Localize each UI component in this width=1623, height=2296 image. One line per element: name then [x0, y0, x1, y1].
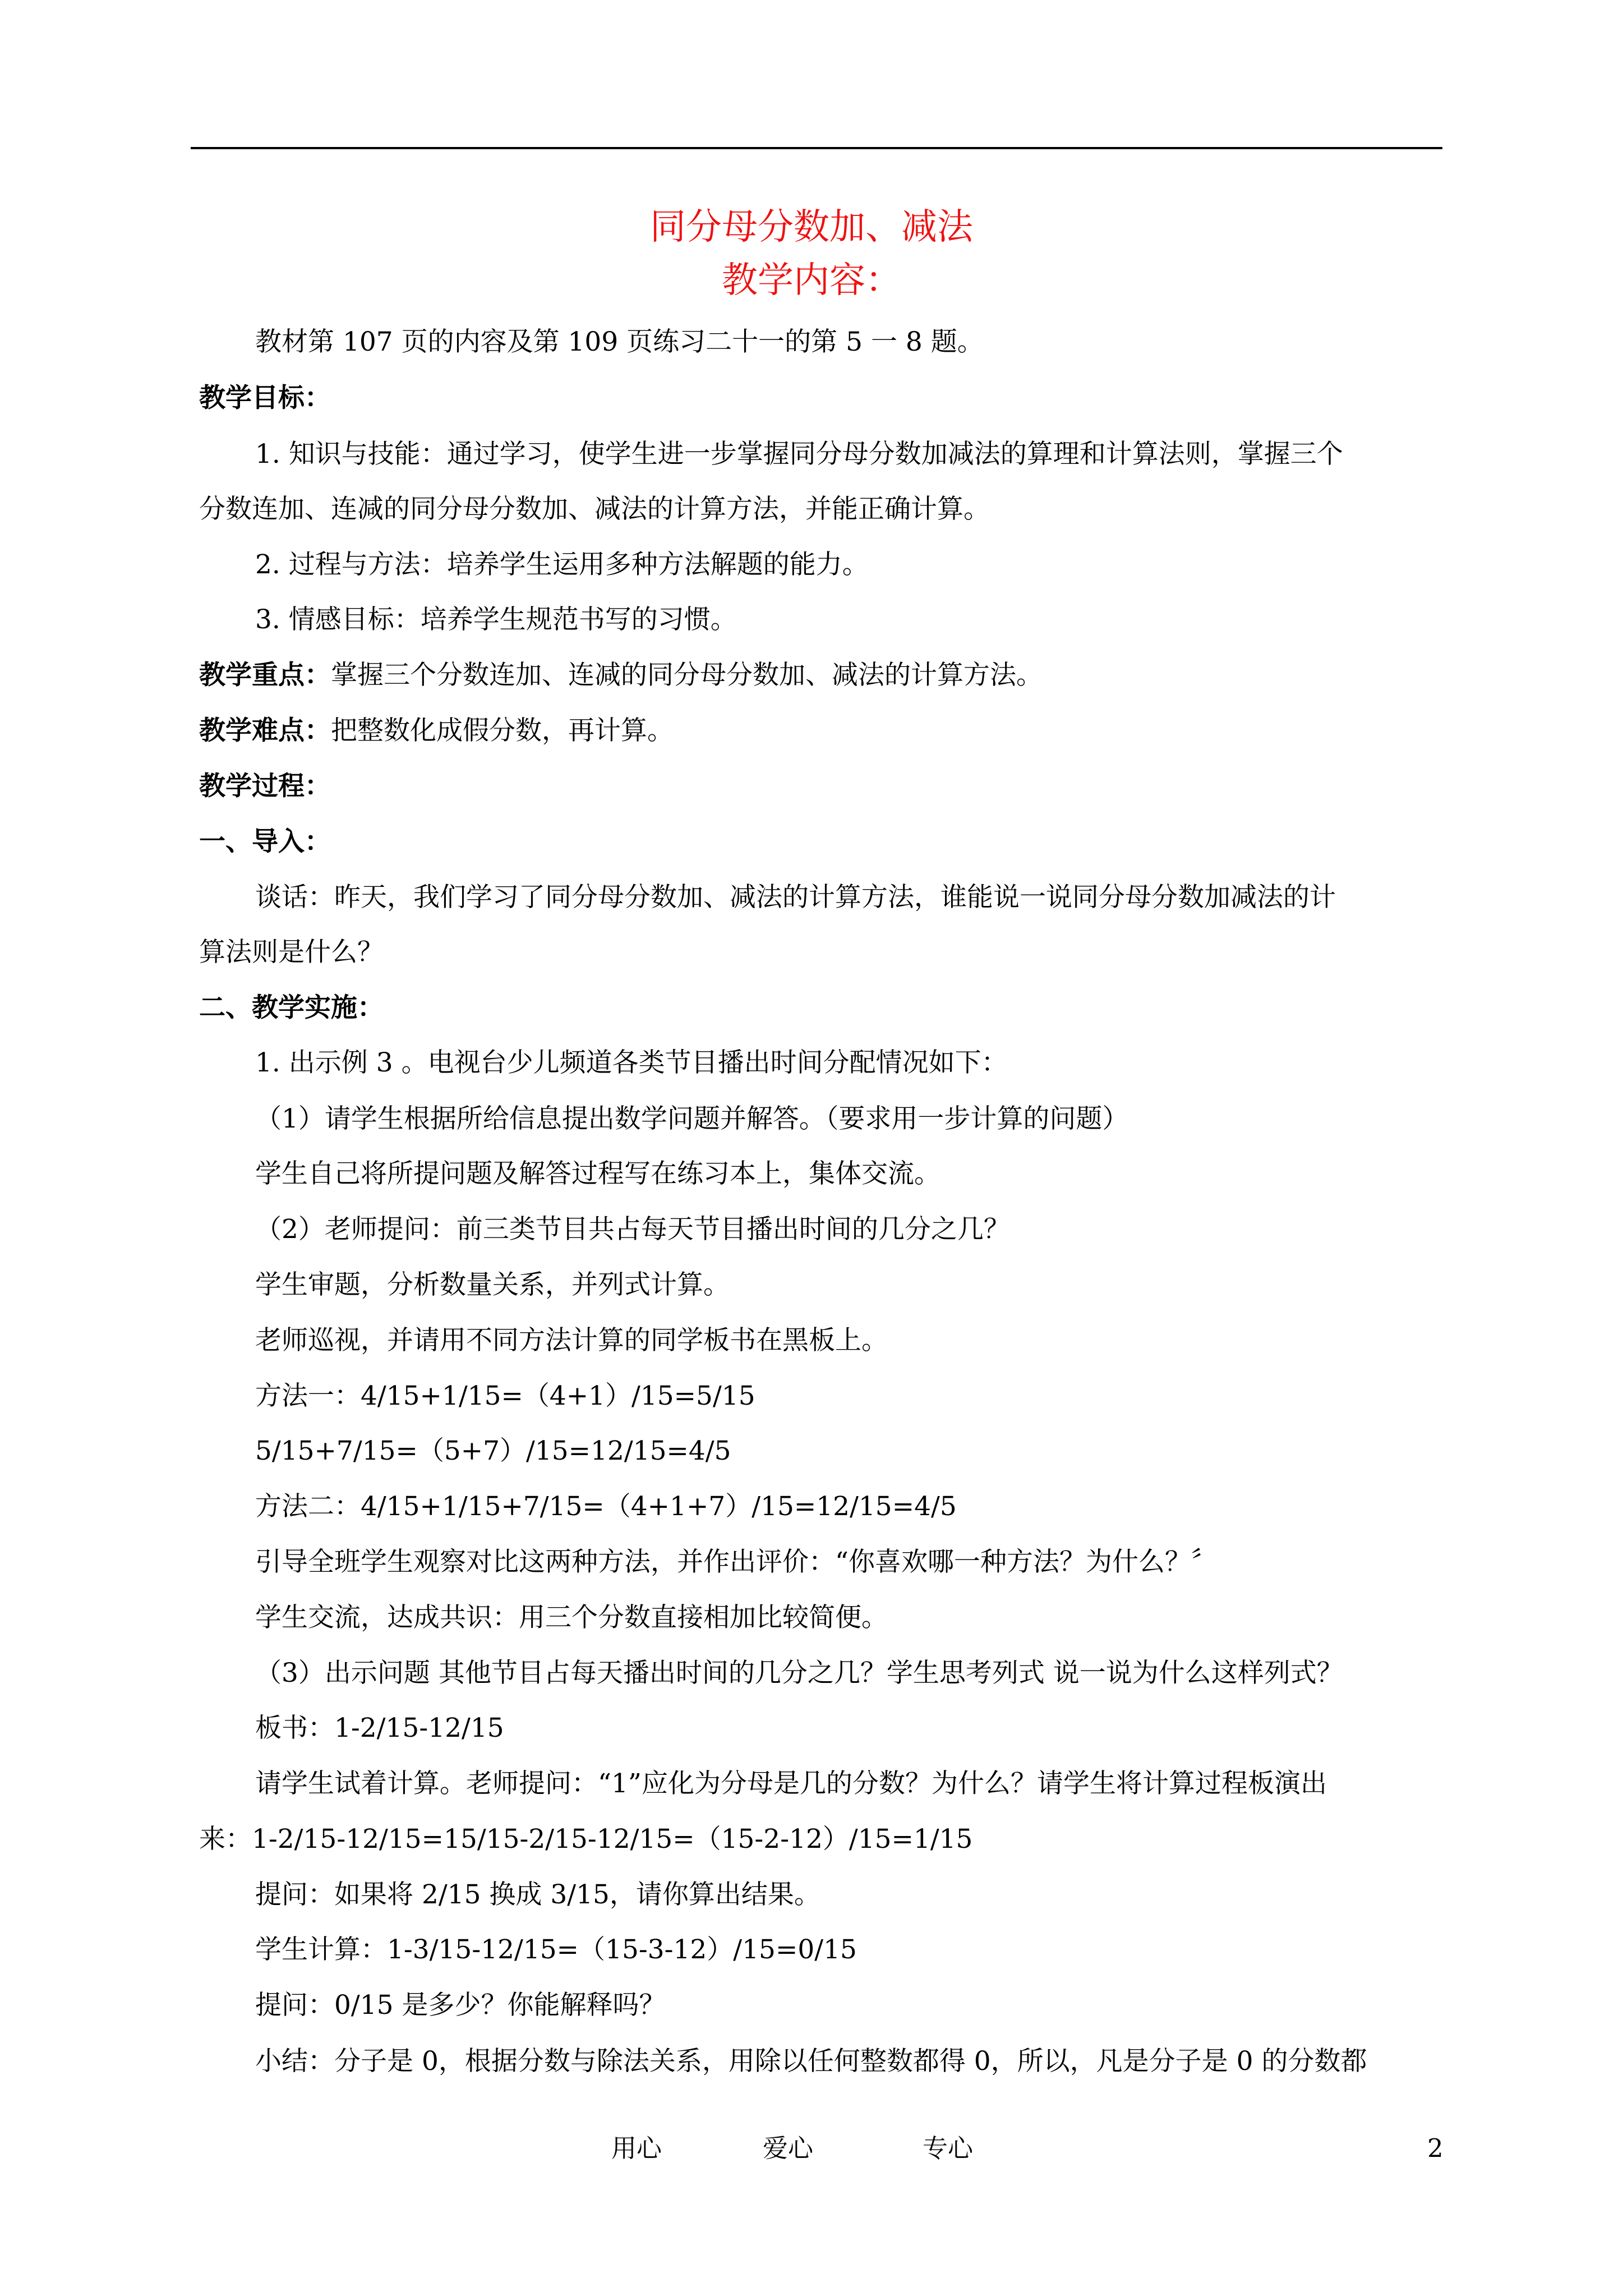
section-heading: 一、导入： — [199, 826, 331, 857]
text-line: 引导全班学生观察对比这两种方法，并作出评价：“你喜欢哪一种方法？为什么？〞 — [255, 1547, 1218, 1577]
section-heading: 教学目标： — [199, 383, 331, 413]
text-line: 小结：分子是 0，根据分数与除法关系，用除以任何整数都得 0，所以，凡是分子是 0 的分数都 — [255, 2046, 1367, 2077]
text-line: （2）老师提问：前三类节目共占每天节目播出时间的几分之几？ — [255, 1214, 1010, 1245]
footer-text: 专心 — [923, 2133, 974, 2163]
difficult-points-text: 把整数化成假分数，再计算。 — [331, 715, 674, 746]
page-number: 2 — [1427, 2133, 1444, 2163]
header-rule — [191, 147, 1442, 149]
text-line: 2. 过程与方法：培养学生运用多种方法解题的能力。 — [255, 549, 869, 580]
text-line: 教材第 107 页的内容及第 109 页练习二十一的第 5 一 8 题。 — [255, 326, 984, 357]
text-line: 1. 知识与技能：通过学习，使学生进一步掌握同分母分数加减法的算理和计算法则，掌握三个 — [255, 439, 1343, 470]
text-line: 谈话：昨天，我们学习了同分母分数加、减法的计算方法，谁能说一说同分母分数加减法的计 — [255, 882, 1336, 913]
text-line: 算法则是什么？ — [199, 937, 384, 968]
text-line: （1）请学生根据所给信息提出数学问题并解答。（要求用一步计算的问题） — [255, 1103, 1129, 1134]
text-line: 学生审题，分析数量关系，并列式计算。 — [255, 1269, 730, 1300]
key-points-label: 教学重点： — [199, 660, 331, 691]
text-line: 老师巡视，并请用不同方法计算的同学板书在黑板上。 — [255, 1325, 888, 1356]
text-line: 学生计算：1-3/15-12/15=（15-3-12）/15=0/15 — [255, 1934, 857, 1965]
text-line: （3）出示问题 其他节目占每天播出时间的几分之几？学生思考列式 说一说为什么这样列式？ — [255, 1658, 1343, 1688]
text-line: 1. 出示例 3 。电视台少儿频道各类节目播出时间分配情况如下： — [255, 1047, 1008, 1078]
key-points-text: 掌握三个分数连加、连减的同分母分数加、减法的计算方法。 — [331, 660, 1043, 691]
key-points-line — [199, 656, 1043, 695]
difficult-points-label: 教学难点： — [199, 715, 331, 746]
text-line: 提问：0/15 是多少？你能解释吗？ — [255, 1990, 666, 2021]
footer-text: 用心 — [611, 2133, 662, 2163]
difficult-points-line — [199, 711, 674, 751]
section-heading: 教学过程： — [199, 771, 331, 802]
text-line: 方法二：4/15+1/15+7/15=（4+1+7）/15=12/15=4/5 — [255, 1491, 957, 1522]
section-heading: 二、教学实施： — [199, 992, 384, 1023]
document-title: 同分母分数加、减法 — [650, 206, 973, 248]
text-line: 请学生试着计算。老师提问：“1”应化为分母是几的分数？为什么？请学生将计算过程板演出 — [255, 1768, 1327, 1799]
footer-text: 爱心 — [763, 2133, 814, 2163]
text-line: 5/15+7/15=（5+7）/15=12/15=4/5 — [255, 1435, 731, 1466]
text-line: 3. 情感目标：培养学生规范书写的习惯。 — [255, 604, 737, 635]
document-subtitle: 教学内容： — [722, 260, 901, 301]
text-line: 提问：如果将 2/15 换成 3/15，请你算出结果。 — [255, 1879, 820, 1910]
text-line: 分数连加、连减的同分母分数加、减法的计算方法，并能正确计算。 — [199, 494, 990, 524]
text-line: 学生交流，达成共识：用三个分数直接相加比较简便。 — [255, 1602, 888, 1633]
text-line: 板书：1-2/15-12/15 — [255, 1713, 504, 1743]
text-line: 来：1-2/15-12/15=15/15-2/15-12/15=（15-2-12）/15=1/15 — [199, 1824, 973, 1855]
text-line: 方法一：4/15+1/15=（4+1）/15=5/15 — [255, 1381, 755, 1411]
text-line: 学生自己将所提问题及解答过程写在练习本上，集体交流。 — [255, 1158, 940, 1189]
